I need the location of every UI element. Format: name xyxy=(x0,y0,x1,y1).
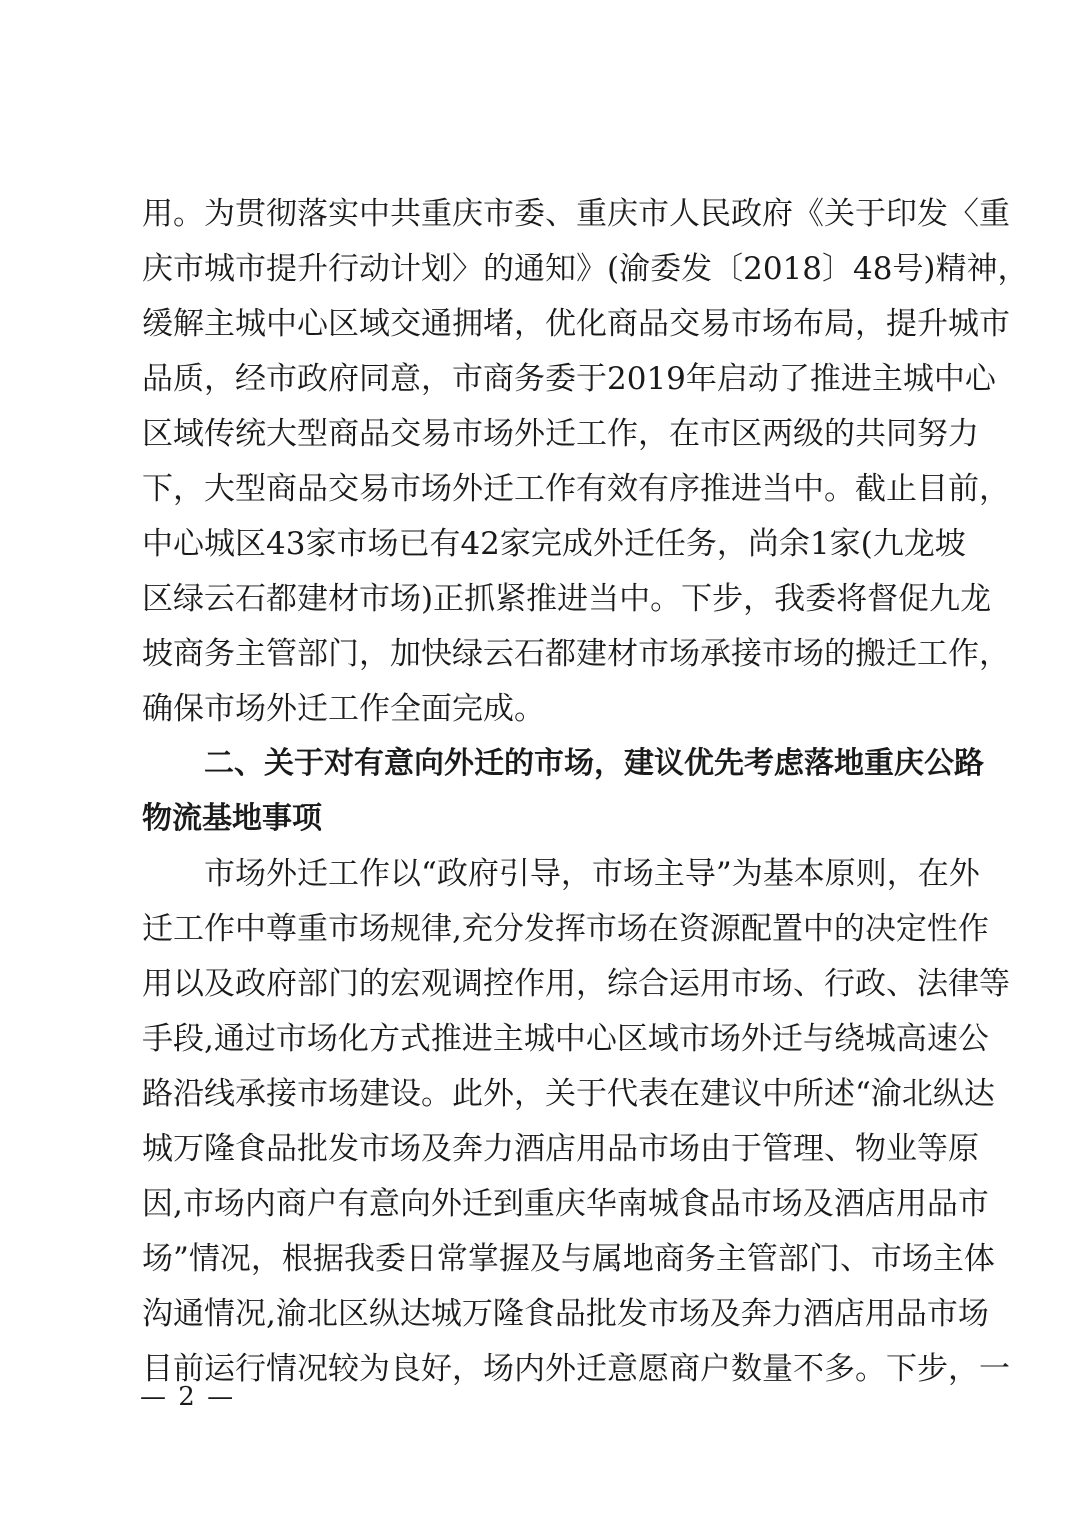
paragraph-1-line: 下，大型商品交易市场外迁工作有效有序推进当中。截止目前， xyxy=(142,471,1010,507)
paragraph-1-line: 确保市场外迁工作全面完成。 xyxy=(142,691,545,727)
paragraph-2-line: 沟通情况,渝北区纵达城万隆食品批发市场及奔力酒店用品市场 xyxy=(142,1296,989,1332)
paragraph-1-line: 坡商务主管部门，加快绿云石都建材市场承接市场的搬迁工作， xyxy=(142,636,1010,672)
paragraph-1-line: 中心城区43家市场已有42家完成外迁任务，尚余1家(九龙坡 xyxy=(142,526,966,562)
paragraph-2-line: 目前运行情况较为良好，场内外迁意愿商户数量不多。下步，一 xyxy=(142,1351,1010,1387)
paragraph-2-line: 手段,通过市场化方式推进主城中心区域市场外迁与绕城高速公 xyxy=(142,1021,989,1057)
section-heading-line: 物流基地事项 xyxy=(142,801,322,836)
paragraph-2-line: 路沿线承接市场建设。此外，关于代表在建议中所述“渝北纵达 xyxy=(142,1076,995,1112)
paragraph-1-line: 用。为贯彻落实中共重庆市委、重庆市人民政府《关于印发〈重 xyxy=(142,196,1010,232)
section-heading-line: 二、关于对有意向外迁的市场，建议优先考虑落地重庆公路 xyxy=(204,746,984,781)
paragraph-1-line: 品质，经市政府同意，市商务委于2019年启动了推进主城中心 xyxy=(142,361,996,397)
paragraph-2-line: 市场外迁工作以“政府引导，市场主导”为基本原则，在外 xyxy=(204,856,980,892)
paragraph-1-line: 区绿云石都建材市场)正抓紧推进当中。下步，我委将督促九龙 xyxy=(142,581,992,617)
paragraph-2-line: 场”情况，根据我委日常掌握及与属地商务主管部门、市场主体 xyxy=(142,1241,995,1277)
page-number: — 2 — xyxy=(140,1382,236,1412)
paragraph-2-line: 用以及政府部门的宏观调控作用，综合运用市场、行政、法律等 xyxy=(142,966,1010,1002)
paragraph-1-line: 缓解主城中心区域交通拥堵，优化商品交易市场布局，提升城市 xyxy=(142,306,1010,342)
paragraph-1-line: 区域传统大型商品交易市场外迁工作，在市区两级的共同努力 xyxy=(142,416,979,452)
paragraph-2-line: 城万隆食品批发市场及奔力酒店用品市场由于管理、物业等原 xyxy=(142,1131,979,1167)
paragraph-1-line: 庆市城市提升行动计划〉的通知》(渝委发〔2018〕48号)精神， xyxy=(142,251,1029,287)
paragraph-2-line: 迁工作中尊重市场规律,充分发挥市场在资源配置中的决定性作 xyxy=(142,911,989,947)
paragraph-2-line: 因,市场内商户有意向外迁到重庆华南城食品市场及酒店用品市 xyxy=(142,1186,989,1222)
